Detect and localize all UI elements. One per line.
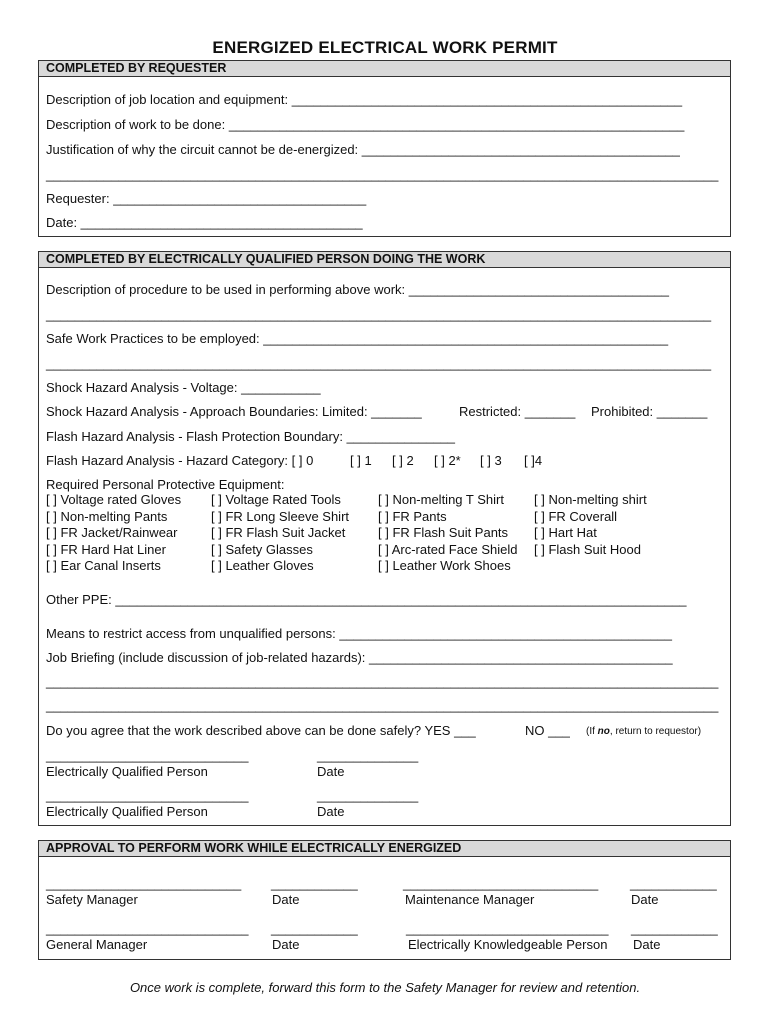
qualified-person-signature-line-2[interactable]: ____________________________	[46, 788, 249, 803]
requester-section	[38, 60, 731, 237]
safety-manager-date-label: Date	[272, 892, 300, 907]
ppe-checkbox-non-melting-t-shirt[interactable]: [ ] Non-melting T Shirt	[378, 492, 504, 507]
general-manager-date-line[interactable]: ____________	[271, 921, 358, 936]
hazard-category-2-checkbox[interactable]: [ ] 2	[392, 453, 414, 468]
justification-field[interactable]: Justification of why the circuit cannot be de-energized: ____________________________________________	[46, 142, 680, 157]
safety-manager-label: Safety Manager	[46, 892, 138, 907]
knowledgeable-person-label: Electrically Knowledgeable Person	[408, 937, 608, 952]
ppe-heading: Required Personal Protective Equipment:	[46, 477, 285, 492]
requester-date-field[interactable]: Date: _______________________________________	[46, 215, 363, 230]
knowledgeable-person-date-label: Date	[633, 937, 661, 952]
ppe-checkbox-fr-jacket-rainwear[interactable]: [ ] FR Jacket/Rainwear	[46, 525, 178, 540]
qualified-person-date-label-2: Date	[317, 804, 345, 819]
ppe-checkbox-fr-long-sleeve-shirt[interactable]: [ ] FR Long Sleeve Shirt	[211, 508, 350, 524]
ppe-checkbox-fr-hard-hat-liner[interactable]: [ ] FR Hard Hat Liner	[46, 541, 166, 557]
ppe-checkbox-fr-pants[interactable]: [ ] FR Pants	[378, 508, 447, 524]
ppe-checkbox-voltage-rated-tools[interactable]: [ ] Voltage Rated Tools	[211, 492, 341, 507]
ppe-checkbox-leather-work-shoes[interactable]: [ ] Leather Work Shoes	[378, 558, 511, 573]
procedure-field[interactable]: Description of procedure to be used in performing above work: ____________________________________	[46, 282, 670, 297]
qualified-person-date-line-2[interactable]: ______________	[317, 788, 419, 803]
qualified-section-header: COMPLETED BY ELECTRICALLY QUALIFIED PERSON DOING THE WORK	[39, 252, 730, 268]
hazard-category-2star-checkbox[interactable]: [ ] 2*	[434, 453, 461, 468]
ppe-checkbox-fr-flash-suit-pants[interactable]: [ ] FR Flash Suit Pants	[378, 525, 509, 540]
justification-continuation-field[interactable]: _____________________________________________________________________________________________	[46, 167, 719, 182]
ppe-checkbox-voltage-rated-gloves[interactable]: [ ] Voltage rated Gloves	[46, 492, 182, 507]
qualified-person-section	[38, 251, 731, 826]
ppe-column-4	[534, 492, 647, 558]
safe-work-field[interactable]: Safe Work Practices to be employed: ________________________________________________________	[46, 331, 669, 346]
knowledgeable-person-date-line[interactable]: ____________	[631, 921, 718, 936]
ppe-checkbox-non-melting-pants[interactable]: [ ] Non-melting Pants	[46, 508, 168, 524]
approach-restricted-field[interactable]: Restricted: _______	[459, 404, 576, 419]
safety-manager-signature-line[interactable]: ___________________________	[46, 876, 242, 891]
hazard-category-0-checkbox[interactable]: Flash Hazard Analysis - Hazard Category: [ ] 0	[46, 453, 314, 468]
maintenance-manager-signature-line[interactable]: ___________________________	[403, 876, 599, 891]
job-briefing-field[interactable]: Job Briefing (include discussion of job-related hazards): __________________________________________	[46, 650, 673, 665]
qualified-person-date-label-1: Date	[317, 764, 345, 779]
qualified-person-date-line-1[interactable]: ______________	[317, 748, 419, 763]
work-description-field[interactable]: Description of work to be done: _______________________________________________________________	[46, 117, 685, 132]
ppe-checkbox-flash-suit-hood[interactable]: [ ] Flash Suit Hood	[534, 541, 641, 557]
hazard-category-3-checkbox[interactable]: [ ] 3	[480, 453, 502, 468]
maintenance-manager-date-line[interactable]: ____________	[630, 876, 717, 891]
approach-prohibited-field[interactable]: Prohibited: _______	[591, 404, 708, 419]
ppe-checkbox-non-melting-shirt[interactable]: [ ] Non-melting shirt	[534, 492, 647, 507]
agree-no-field[interactable]: NO ___	[525, 723, 570, 738]
procedure-continuation-field[interactable]: ____________________________________________________________________________________________	[46, 307, 712, 322]
ppe-checkbox-arc-rated-face-shield[interactable]: [ ] Arc-rated Face Shield	[378, 541, 518, 557]
hazard-category-1-checkbox[interactable]: [ ] 1	[350, 453, 372, 468]
qualified-person-label-1: Electrically Qualified Person	[46, 764, 208, 779]
footer-note: Once work is complete, forward this form to the Safety Manager for review and retention.	[129, 980, 641, 995]
restrict-access-field[interactable]: Means to restrict access from unqualified persons: ______________________________________________	[46, 626, 672, 641]
ppe-column-1	[46, 492, 181, 575]
requester-section-header: COMPLETED BY REQUESTER	[39, 61, 730, 77]
ppe-checkbox-leather-gloves[interactable]: [ ] Leather Gloves	[211, 558, 314, 573]
approval-section	[38, 840, 731, 960]
safe-work-continuation-field[interactable]: ____________________________________________________________________________________________	[46, 356, 712, 371]
other-ppe-field[interactable]: Other PPE: _______________________________________________________________________________	[46, 592, 687, 607]
flash-boundary-field[interactable]: Flash Hazard Analysis - Flash Protection Boundary: _______________	[46, 429, 456, 444]
ppe-checkbox-fr-coverall[interactable]: [ ] FR Coverall	[534, 508, 618, 524]
if-no-note: (If no, return to requestor)	[586, 726, 702, 737]
ppe-checkbox-ear-canal-inserts[interactable]: [ ] Ear Canal Inserts	[46, 558, 161, 573]
maintenance-manager-label: Maintenance Manager	[405, 892, 535, 907]
ppe-column-3	[378, 492, 517, 575]
general-manager-date-label: Date	[272, 937, 300, 952]
approval-section-header: APPROVAL TO PERFORM WORK WHILE ELECTRICALLY ENERGIZED	[39, 841, 730, 857]
ppe-column-2	[211, 492, 349, 575]
ppe-checkbox-hart-hat[interactable]: [ ] Hart Hat	[534, 525, 597, 540]
ppe-checkbox-fr-flash-suit-jacket[interactable]: [ ] FR Flash Suit Jacket	[211, 525, 346, 540]
approach-limited-field[interactable]: Shock Hazard Analysis - Approach Boundaries: Limited: _______	[46, 404, 422, 419]
qualified-person-label-2: Electrically Qualified Person	[46, 804, 208, 819]
job-briefing-continuation-field-2[interactable]: _____________________________________________________________________________________________	[46, 698, 719, 713]
agree-yes-field[interactable]: Do you agree that the work described above can be done safely? YES ___	[46, 723, 476, 738]
general-manager-label: General Manager	[46, 937, 148, 952]
qualified-person-signature-line-1[interactable]: ____________________________	[46, 748, 249, 763]
job-location-field[interactable]: Description of job location and equipment: ______________________________________________________	[46, 92, 683, 107]
page-title: ENERGIZED ELECTRICAL WORK PERMIT	[212, 38, 558, 57]
shock-voltage-field[interactable]: Shock Hazard Analysis - Voltage: ___________	[46, 380, 321, 395]
job-briefing-continuation-field[interactable]: _____________________________________________________________________________________________	[46, 674, 719, 689]
general-manager-signature-line[interactable]: ____________________________	[46, 921, 249, 936]
hazard-category-4-checkbox[interactable]: [ ]4	[524, 453, 543, 468]
knowledgeable-person-signature-line[interactable]: ____________________________	[406, 921, 609, 936]
maintenance-manager-date-label: Date	[631, 892, 659, 907]
safety-manager-date-line[interactable]: ____________	[271, 876, 358, 891]
requester-field[interactable]: Requester: ___________________________________	[46, 191, 367, 206]
ppe-checkbox-safety-glasses[interactable]: [ ] Safety Glasses	[211, 541, 313, 557]
